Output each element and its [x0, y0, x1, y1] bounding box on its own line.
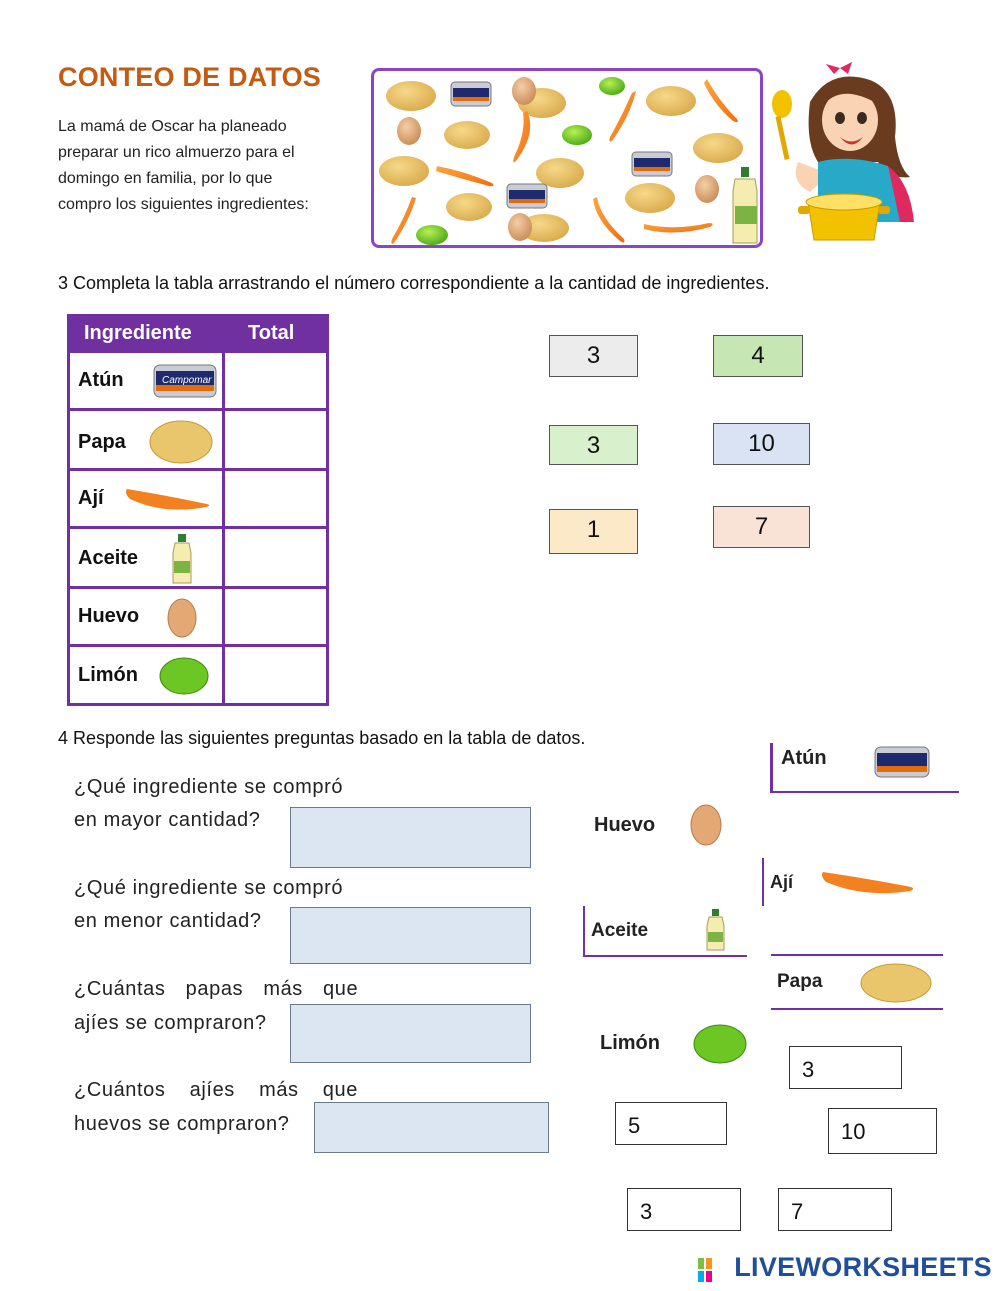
egg-icon	[512, 77, 536, 105]
row-label-aceite: Aceite	[78, 547, 139, 569]
liveworksheets-logo-icon	[698, 1258, 720, 1282]
drag-label-huevo[interactable]	[591, 800, 751, 850]
potato-icon	[536, 158, 584, 188]
number-tile[interactable]: 1	[549, 509, 638, 554]
intro-line-4: compro los siguientes ingredientes:	[58, 196, 309, 213]
page-title: CONTEO DE DATOS	[58, 62, 322, 92]
egg-icon	[166, 597, 198, 639]
drag-label-aji-text: Ají	[770, 872, 794, 892]
potato-icon	[646, 86, 696, 116]
question-2-line-1: ¿Qué ingrediente se compró	[74, 877, 344, 899]
drop-cell-atun[interactable]	[222, 353, 326, 408]
row-label-huevo: Huevo	[78, 605, 140, 627]
answer-box-2[interactable]	[290, 907, 531, 964]
egg-icon	[397, 117, 421, 145]
chili-icon	[644, 223, 713, 233]
drag-label-papa-text: Papa	[777, 971, 823, 992]
egg-icon	[508, 213, 532, 241]
drag-label-aceite-text: Aceite	[591, 920, 649, 941]
drag-label-papa[interactable]	[771, 954, 943, 1010]
chili-icon	[820, 866, 920, 900]
egg-icon	[689, 803, 723, 847]
tuna-can-icon	[507, 184, 547, 208]
table-row-papa	[70, 408, 326, 468]
chili-icon	[436, 166, 493, 186]
number-tile[interactable]: 3	[549, 425, 638, 465]
answer-box-1[interactable]	[290, 807, 531, 868]
drop-cell-huevo[interactable]	[222, 589, 326, 644]
row-label-atun: Atún	[78, 369, 124, 391]
question-2-line-2: en menor cantidad?	[74, 910, 262, 932]
intro-line-1: La mamá de Oscar ha planeado	[58, 118, 287, 135]
tuna-can-icon	[632, 152, 672, 176]
potato-icon	[446, 193, 492, 221]
header-ingrediente: Ingrediente	[84, 322, 192, 344]
answer-box-4[interactable]	[314, 1102, 549, 1153]
question-4-line-2: huevos se compraron?	[74, 1113, 290, 1135]
lime-icon	[562, 125, 592, 145]
chili-icon	[593, 197, 625, 243]
drag-label-aji[interactable]	[762, 858, 928, 906]
drop-cell-limon[interactable]	[222, 647, 326, 703]
instruction-4: 4 Responde las siguientes preguntas basado en la tabla de datos.	[58, 728, 586, 748]
lime-icon	[599, 77, 625, 95]
oil-bottle-icon	[170, 533, 194, 585]
lime-icon	[416, 225, 448, 245]
data-table	[67, 314, 329, 706]
instruction-3: 3 Completa la tabla arrastrando el número correspondiente a la cantidad de ingredientes.	[58, 273, 770, 293]
brand-wordmark: LIVEWORKSHEETS	[734, 1252, 992, 1282]
potato-icon	[859, 962, 933, 1004]
table-row-limon	[70, 644, 326, 703]
question-3-line-2: ajíes se compraron?	[74, 1012, 267, 1034]
potato-icon	[148, 419, 214, 465]
chili-icon	[391, 197, 416, 244]
chili-icon	[609, 91, 636, 142]
tuna-can-icon	[152, 361, 218, 401]
oil-bottle-icon	[733, 167, 757, 243]
drag-label-huevo-text: Huevo	[594, 814, 656, 836]
table-row-atun	[70, 350, 326, 408]
number-tile[interactable]: 7	[713, 506, 810, 548]
tuna-can-icon	[451, 82, 491, 106]
drag-label-aceite[interactable]	[583, 906, 747, 957]
intro-line-2: preparar un rico almuerzo para el	[58, 144, 295, 161]
number-tile[interactable]: 4	[713, 335, 803, 377]
table-row-huevo	[70, 586, 326, 644]
lime-icon	[158, 655, 210, 697]
table-row-aceite	[70, 526, 326, 586]
cooking-mom-illustration	[770, 62, 918, 248]
oil-bottle-icon	[705, 908, 727, 952]
drag-label-limon-text: Limón	[600, 1032, 660, 1054]
drop-cell-papa[interactable]	[222, 411, 326, 468]
drop-cell-aji[interactable]	[222, 471, 326, 526]
number-tile[interactable]: 3	[549, 335, 638, 377]
drag-label-atun[interactable]	[770, 743, 959, 793]
svg-text:Campomar: Campomar	[162, 375, 212, 386]
drag-label-limon[interactable]	[596, 1018, 748, 1070]
row-label-aji: Ají	[78, 487, 104, 509]
drag-label-atun-text: Atún	[781, 747, 827, 769]
drop-cell-aceite[interactable]	[222, 529, 326, 586]
answer-box-3[interactable]	[290, 1004, 531, 1063]
question-1-line-1: ¿Qué ingrediente se compró	[74, 776, 344, 798]
answer-number-tile[interactable]: 5	[615, 1102, 727, 1145]
row-label-limon: Limón	[78, 664, 138, 686]
header-total: Total	[248, 322, 295, 344]
intro-line-3: domingo en familia, por lo que	[58, 170, 273, 187]
tuna-can-icon	[873, 744, 931, 782]
potato-icon	[625, 183, 675, 213]
row-label-papa: Papa	[78, 431, 126, 453]
table-header	[70, 317, 326, 350]
table-row-aji	[70, 468, 326, 526]
question-4-line-1: ¿Cuántos ajíes más que	[74, 1079, 358, 1101]
chili-icon	[124, 481, 214, 517]
answer-number-tile[interactable]: 7	[778, 1188, 892, 1231]
question-3-line-1: ¿Cuántas papas más que	[74, 978, 359, 1000]
answer-number-tile[interactable]: 3	[627, 1188, 741, 1231]
lime-icon	[692, 1022, 748, 1066]
chili-icon	[513, 111, 530, 162]
egg-icon	[695, 175, 719, 203]
potato-icon	[444, 121, 490, 149]
question-1-line-2: en mayor cantidad?	[74, 809, 261, 831]
chili-icon	[704, 79, 738, 122]
potato-icon	[379, 156, 429, 186]
answer-number-tile[interactable]: 3	[789, 1046, 902, 1089]
ingredients-illustration	[371, 68, 763, 248]
potato-icon	[386, 81, 436, 111]
answer-number-tile[interactable]: 10	[828, 1108, 937, 1154]
potato-icon	[693, 133, 743, 163]
number-tile[interactable]: 10	[713, 423, 810, 465]
